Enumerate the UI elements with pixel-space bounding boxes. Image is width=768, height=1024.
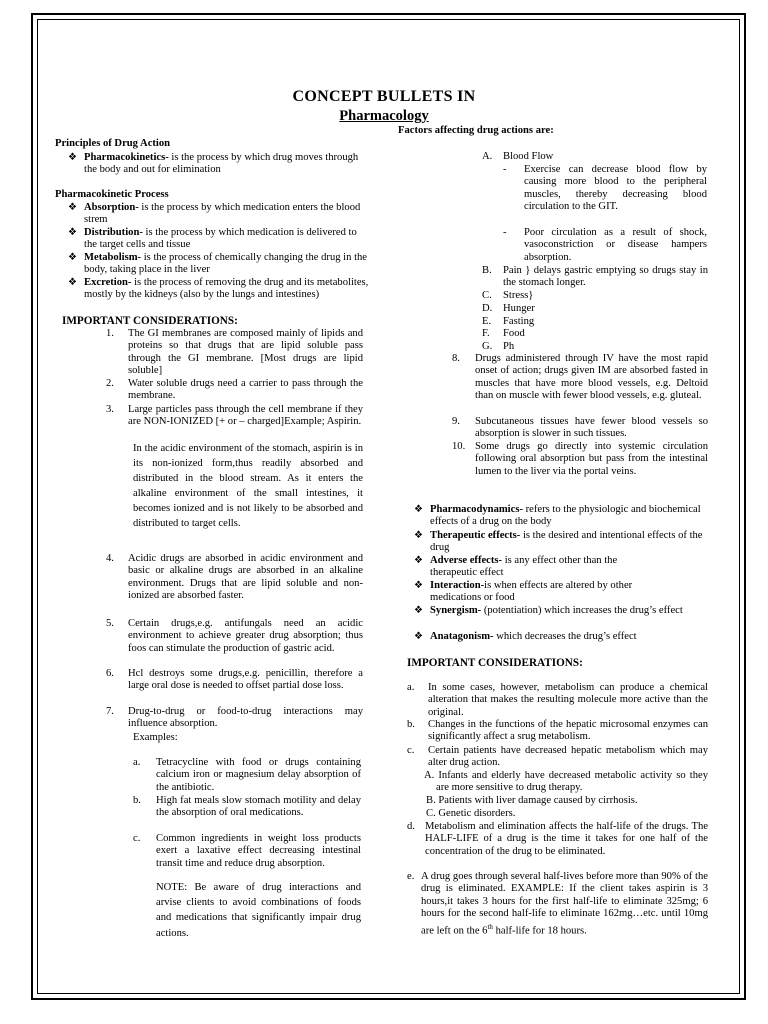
pk-term: Pharmacokinetics- bbox=[84, 152, 169, 163]
list-item: Drug-to-drug or food-to-drug interactions may influence absorption. bbox=[128, 706, 363, 730]
example-letter: c. bbox=[133, 833, 141, 844]
process-excretion: Excretion- is the process of removing the drug and its metabolites, mostly by the kidneys (also by the lungs and intestines) bbox=[84, 277, 369, 301]
pharmacokinetics-definition bbox=[84, 152, 369, 177]
list-item: Large particles pass through the cell membrane if they are NON-IONIZED [+ or – charged]Example; Aspirin. bbox=[128, 404, 363, 428]
diamond-bullet-icon: ❖ bbox=[414, 605, 423, 616]
example-item: Common ingredients in weight loss products exert a laxative effect decreasing intestinal transit time and reduce drug absorption. bbox=[156, 833, 361, 869]
item-number: 1. bbox=[106, 328, 114, 339]
principles-heading: Principles of Drug Action bbox=[55, 138, 171, 149]
diamond-bullet-icon: ❖ bbox=[68, 202, 77, 213]
factors-heading: Factors affecting drug actions are: bbox=[398, 125, 554, 136]
consideration-letter: c. bbox=[407, 745, 415, 756]
factor-item: Stress} bbox=[503, 290, 534, 301]
item-number: 8. bbox=[452, 353, 460, 364]
example-letter: b. bbox=[133, 795, 141, 806]
consideration-sub: B. Patients with liver damage caused by cirrhosis. bbox=[426, 795, 638, 806]
diamond-bullet-icon: ❖ bbox=[68, 152, 77, 163]
consideration-item: Changes in the functions of the hepatic microsomal enzymes can significantly affect a srug metabolism. bbox=[428, 719, 708, 743]
diamond-bullet-icon: ❖ bbox=[414, 530, 423, 541]
diamond-bullet-icon: ❖ bbox=[414, 580, 423, 591]
process-absorption: Absorption- is the process by which medication enters the blood strem bbox=[84, 202, 361, 226]
process-distribution: Distribution- is the process by which medication is delivered to the target cells and tissue bbox=[84, 227, 357, 251]
pd-item: Anatagonism- which decreases the drug’s effect bbox=[430, 631, 637, 642]
list-item: The GI membranes are composed mainly of lipids and proteins so that drugs that are lipid soluble pass through the GI membrane. [Most drugs are lipid soluble] bbox=[128, 328, 363, 377]
blood-flow-sub: Poor circulation as a result of shock, vasoconstriction or disease hampers absorption. bbox=[524, 227, 707, 263]
pd-item: Adverse effects- is any effect other than the therapeutic effect bbox=[430, 555, 618, 579]
diamond-bullet-icon: ❖ bbox=[68, 227, 77, 238]
item-number: 4. bbox=[106, 553, 114, 564]
examples-label: Examples: bbox=[133, 732, 178, 743]
factor-letter: F. bbox=[482, 328, 490, 339]
item-number: 7. bbox=[106, 706, 114, 717]
factor-item: Pain } delays gastric emptying so drugs stay in the stomach longer. bbox=[503, 265, 708, 289]
pd-item: Interaction-is when effects are altered by other medications or food bbox=[430, 580, 633, 604]
factor-item: Food bbox=[503, 328, 525, 339]
factor-letter: G. bbox=[482, 341, 493, 352]
diamond-bullet-icon: ❖ bbox=[414, 631, 423, 642]
list-item: Certain drugs,e.g. antifungals need an acidic environment to achieve greater drug absorption; thus foos can stimulate the production of gastric acid. bbox=[128, 618, 363, 654]
diamond-bullet-icon: ❖ bbox=[414, 504, 423, 515]
consideration-item: In some cases, however, metabolism can produce a chemical alteration that makes the resulting molecule more active than the original. bbox=[428, 682, 708, 718]
consideration-sub: C. Genetic disorders. bbox=[426, 808, 516, 819]
example-letter: a. bbox=[133, 757, 141, 768]
item-number: 5. bbox=[106, 618, 114, 629]
factor-letter: C. bbox=[482, 290, 492, 301]
diamond-bullet-icon: ❖ bbox=[68, 252, 77, 263]
pk-process-heading: Pharmacokinetic Process bbox=[55, 189, 169, 200]
factor-letter: A. bbox=[482, 151, 493, 162]
list-item: Acidic drugs are absorbed in acidic environment and basic or alkaline drugs are absorbed in an alkaline environment. Drugs that are lipid soluble and non-ionized are absorbed faster. bbox=[128, 553, 363, 602]
diamond-bullet-icon: ❖ bbox=[68, 277, 77, 288]
important-considerations-heading: IMPORTANT CONSIDERATIONS: bbox=[62, 315, 238, 327]
pd-item: Therapeutic effects- is the desired and intentional effects of the drug bbox=[430, 530, 703, 554]
diamond-bullet-icon: ❖ bbox=[414, 555, 423, 566]
factor-blood-flow: Blood Flow bbox=[503, 151, 554, 162]
factor-item: Hunger bbox=[503, 303, 535, 314]
dash-bullet: - bbox=[503, 164, 507, 175]
consideration-item: Metabolism and elimination affects the half-life of the drugs. The HALF-LIFE of a drug is the time it takes for one half of the concentration of the drug to be eliminated. bbox=[425, 821, 708, 857]
list-item: Drugs administered through IV have the most rapid onset of action; drugs given IM are absorbed fasted in muscles that have more blood vessels, e.g. Deltoid than on muscle with fewer blood vessels, e.g. gluteal. bbox=[475, 353, 708, 402]
example-item: Tetracycline with food or drugs containing calcium iron or magnesium delay absorption of the antibiotic. bbox=[156, 757, 361, 793]
factor-item: Fasting bbox=[503, 316, 535, 327]
consideration-letter: a. bbox=[407, 682, 415, 693]
note-text: NOTE: Be aware of drug interactions and arvise clients to avoid combinations of foods and medications that significantly impair drug actions. bbox=[156, 882, 361, 939]
document-title: CONCEPT BULLETS IN bbox=[292, 88, 476, 105]
pd-item: Synergism- (potentiation) which increases the drug’s effect bbox=[430, 605, 683, 616]
blood-flow-sub: Exercise can decrease blood flow by causing more blood to the peripheral muscles, thereby decreasing blood circulation to the GIT. bbox=[524, 164, 707, 213]
list-item: Hcl destroys some drugs,e.g. penicillin, therefore a large oral dose is needed to offset partial dose loss. bbox=[128, 668, 363, 692]
item-number: 10. bbox=[452, 441, 466, 452]
list-item: Water soluble drugs need a carrier to pass through the membrane. bbox=[128, 378, 363, 402]
pk-text: is the process by which drug moves through the body and out for elimination bbox=[84, 152, 359, 176]
aspirin-note: In the acidic environment of the stomach, aspirin is in its non-ionized form,thus readily absorbed and distributed in the blood stream. As it enters the alkaline environment of the small intestines, it becomes ionized and is not likely to be absorbed and distributed to target cells. bbox=[133, 443, 363, 530]
consideration-letter: e. bbox=[407, 871, 415, 882]
list-item: Subcutaneous tissues have fewer blood vessels so absorption is slower in such tissues. bbox=[475, 416, 708, 440]
consideration-letter: d. bbox=[407, 821, 415, 832]
example-item: High fat meals slow stomach motility and delay the absorption of oral medications. bbox=[156, 795, 361, 819]
consideration-item: A drug goes through several half-lives before more than 90% of the drug is eliminated. EXAMPLE: If the client takes aspirin is 3 hours,it takes 3 hours for the first half-life to eliminate 325mg; 6 hours for the second half-life to eliminate 162mg…etc. until 10mg are left on the 6th half-life for 18 hours. bbox=[421, 871, 708, 937]
dash-bullet: - bbox=[503, 227, 507, 238]
consideration-item: Certain patients have decreased hepatic metabolism which may alter drug action. bbox=[428, 745, 708, 769]
factor-letter: D. bbox=[482, 303, 493, 314]
document-subtitle: Pharmacology bbox=[339, 108, 429, 124]
item-number: 2. bbox=[106, 378, 114, 389]
factor-letter: E. bbox=[482, 316, 492, 327]
item-number: 6. bbox=[106, 668, 114, 679]
item-number: 3. bbox=[106, 404, 114, 415]
item-number: 9. bbox=[452, 416, 460, 427]
process-metabolism: Metabolism- is the process of chemically changing the drug in the body, taking place in the liver bbox=[84, 252, 368, 276]
pd-item: Pharmacodynamics- refers to the physiologic and biochemical effects of a drug on the body bbox=[430, 504, 701, 528]
factor-item: Ph bbox=[503, 341, 515, 352]
factor-letter: B. bbox=[482, 265, 492, 276]
consideration-letter: b. bbox=[407, 719, 415, 730]
list-item: Some drugs go directly into systemic circulation following oral absorption but pass from the intestinal lumen to the liver via the portal veins. bbox=[475, 441, 708, 477]
important-considerations-heading-right: IMPORTANT CONSIDERATIONS: bbox=[407, 657, 583, 669]
consideration-sub: A. Infants and elderly have decreased metabolic activity so they are more sensitive to drug therapy. bbox=[424, 770, 708, 794]
